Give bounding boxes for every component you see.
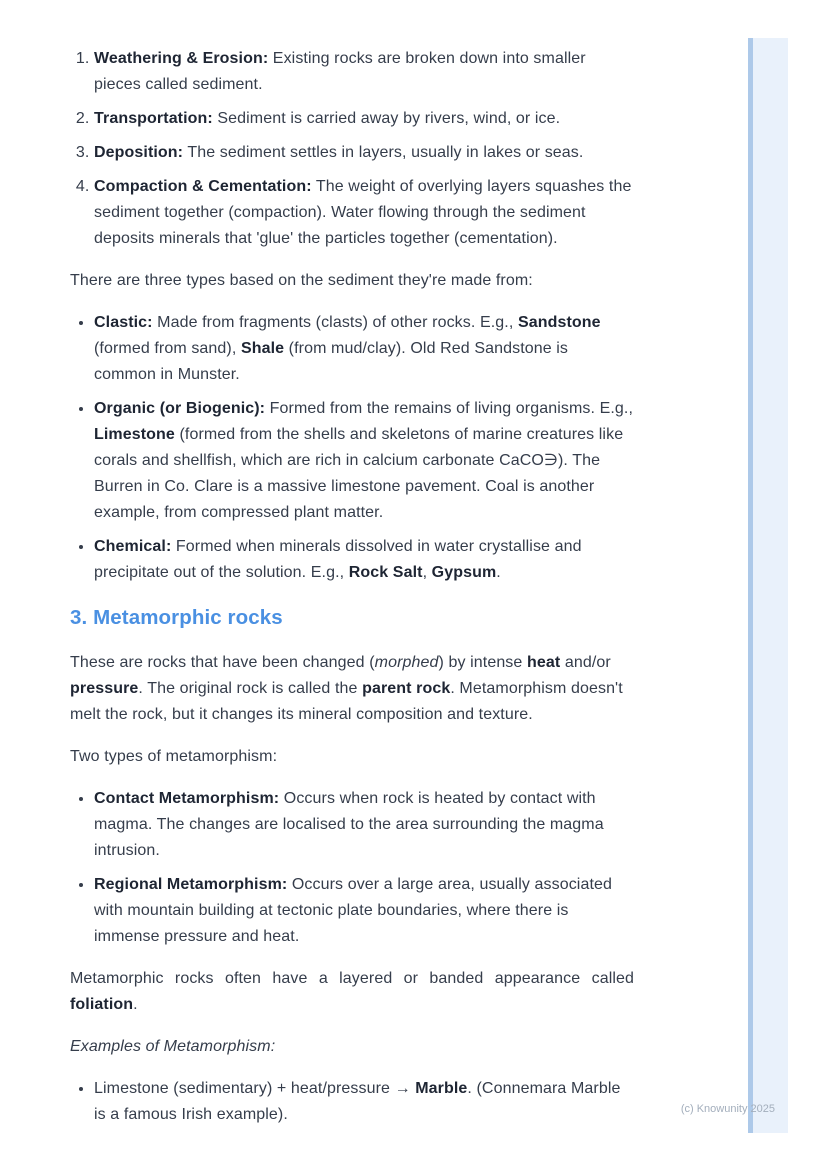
paragraph-three-types: There are three types based on the sediment they're made from: (70, 272, 533, 289)
sedimentary-process-list (70, 46, 634, 252)
copyright-notice: (c) Knowunity 2025 (680, 1103, 775, 1115)
list-item: • Organic (or Biogenic): Formed from the remains of living organisms. E.g., Limestone (formed from the shells and skeletons of marine creatures like corals and shellfish, which are rich in calcium carbonate CaCO∋). The Burren in Co. Clare is a massive limestone pavement. Coal is another example, from compressed plant matter. (94, 396, 634, 526)
list-item: • Clastic: Made from fragments (clasts) of other rocks. E.g., Sandstone (formed from sand), Shale (from mud/clay). Old Red Sandstone is common in Munster. (94, 310, 634, 388)
document-content (70, 0, 634, 1144)
list-item: 1. Weathering & Erosion: Existing rocks are broken down into smaller pieces called sediment. (94, 46, 634, 98)
list-item: • Regional Metamorphism: Occurs over a large area, usually associated with mountain building at tectonic plate boundaries, where there is immense pressure and heat. (94, 872, 634, 950)
section-heading-metamorphic: 3. Metamorphic rocks (70, 606, 283, 629)
list-item: 4. Compaction & Cementation: The weight of overlying layers squashes the sediment together (compaction). Water flowing through the sediment deposits minerals that 'glue' the particles together (cementation). (94, 174, 634, 252)
paragraph-two-types: Two types of metamorphism: (70, 748, 278, 765)
metamorphism-types-list (70, 786, 634, 950)
examples-list (70, 1076, 634, 1128)
list-item: 3. Deposition: The sediment settles in layers, usually in lakes or seas. (94, 140, 634, 166)
list-item: • Chemical: Formed when minerals dissolved in water crystallise and precipitate out of the solution. E.g., Rock Salt, Gypsum. (94, 534, 634, 586)
paragraph-metamorphic-intro: These are rocks that have been changed (morphed) by intense heat and/or pressure. The original rock is called the parent rock. Metamorphism doesn't melt the rock, but it changes its mineral composition and texture. (70, 654, 623, 723)
list-item: • Contact Metamorphism: Occurs when rock is heated by contact with magma. The changes are localised to the area surrounding the magma intrusion. (94, 786, 634, 864)
scrollbar-track[interactable] (748, 38, 788, 1133)
paragraph-foliation: Metamorphic rocks often have a layered or banded appearance called foliation. (70, 970, 634, 1013)
list-item: • Limestone (sedimentary) + heat/pressure → Marble. (Connemara Marble is a famous Irish example). (94, 1076, 634, 1128)
sediment-types-list (70, 310, 634, 586)
list-item: 2. Transportation: Sediment is carried away by rivers, wind, or ice. (94, 106, 634, 132)
paragraph-examples-heading: Examples of Metamorphism: (70, 1038, 276, 1055)
scrollbar-thumb[interactable] (748, 38, 753, 1133)
